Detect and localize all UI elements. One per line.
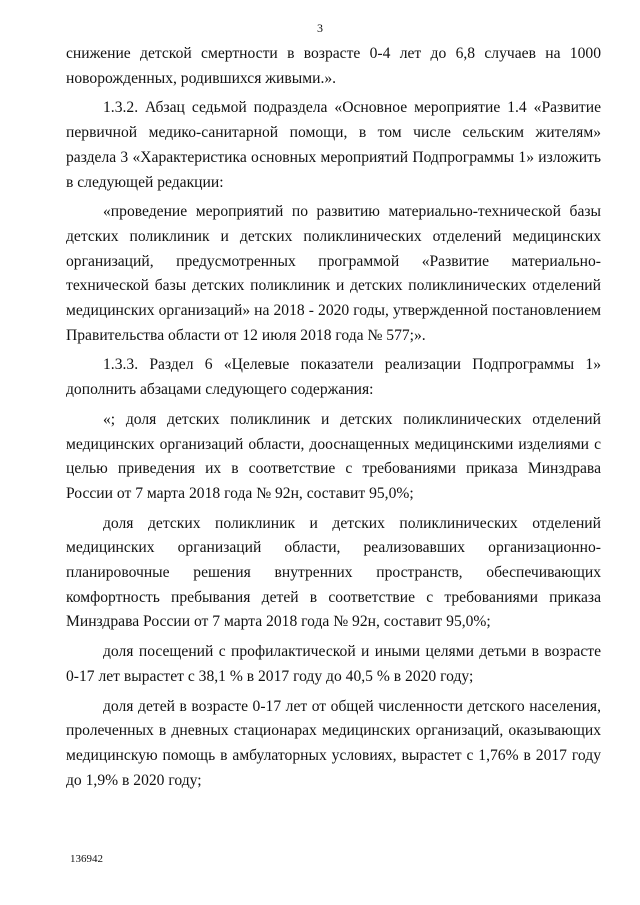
paragraph-1-3-2: 1.3.2. Абзац седьмой подраздела «Основное мероприятие 1.4 «Развитие первичной медико-санитарной помощи, в том числе сельским жителям» раздела 3 «Характеристика основных мероприятий Подпрограммы 1» изложить в следующей редакции: <box>66 99 601 191</box>
paragraph-1-3-3: 1.3.3. Раздел 6 «Целевые показатели реализации Подпрограммы 1» дополнить абзацами следующего содержания: <box>66 356 601 399</box>
paragraph-planning-solutions: доля детских поликлиник и детских поликлинических отделений медицинских организаций области, реализовавших организационно-планировочные решения внутренних пространств, обеспечивающих комфортность пребывания детей в соответствие с требованиями приказа Минздрава России от 7 марта 2018 года № 92н, составит 95,0%; <box>66 514 601 631</box>
paragraph-preventive-visits: доля посещений с профилактической и иными целями детьми в возрасте 0-17 лет вырастет с 38,1 % в 2017 году до 40,5 % в 2020 году; <box>66 643 601 685</box>
document-body <box>66 42 601 793</box>
document-id: 136942 <box>70 853 103 865</box>
paragraph-equipped-clinics: «; доля детских поликлиник и детских поликлинических отделений медицинских организаций области, дооснащенных медицинскими изделиями с целью приведения их в соответствие с требованиями приказа Минздрава России от 7 марта 2018 года № 92н, составит 95,0%; <box>66 410 601 502</box>
paragraph-day-hospitals: доля детей в возрасте 0-17 лет от общей численности детского населения, пролеченных в дневных стационарах медицинских организаций, оказывающих медицинскую помощь в амбулаторных условиях, вырастет с 1,76% в 2017 году до 1,9% в 2020 году; <box>66 697 601 789</box>
page-number: 3 <box>317 21 323 35</box>
paragraph-infant-mortality: снижение детской смертности в возрасте 0-4 лет до 6,8 случаев на 1000 новорожденных, родившихся живыми.». <box>66 45 601 87</box>
paragraph-quoted-measures: «проведение мероприятий по развитию материально-технической базы детских поликлиник и детских поликлинических отделений медицинских организаций, предусмотренных программой «Развитие материально-технической базы детских поликлиник и детских поликлинических отделений медицинских организаций» на 2018 - 2020 годы, утвержденной постановлением Правительства области от 12 июля 2018 года № 577;». <box>66 203 601 344</box>
